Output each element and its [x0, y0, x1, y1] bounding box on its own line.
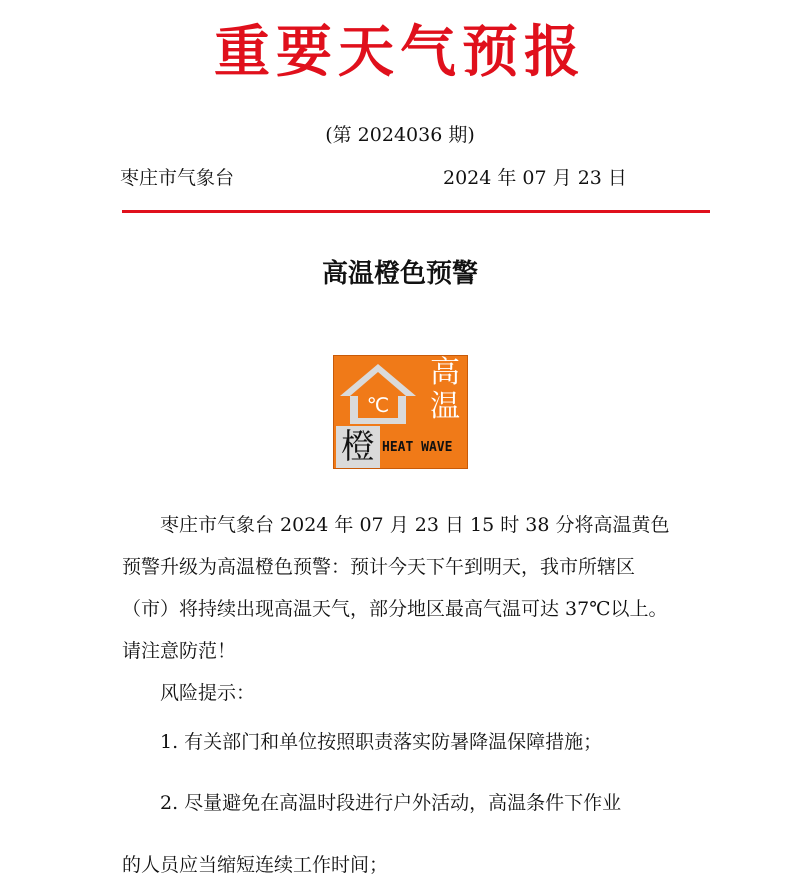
warning-title: 高温橙色预警: [321, 259, 478, 289]
warning-level-label: 橙: [336, 426, 380, 468]
high-temperature-orange-warning-icon: [333, 355, 468, 469]
issue-date: 2024 年 07 月 23 日: [443, 167, 627, 189]
masthead-title: 重要天气预报: [214, 19, 586, 85]
house-thermometer-icon: [334, 356, 422, 426]
issuer-name: 枣庄市气象台: [120, 167, 235, 189]
header-divider: [122, 210, 710, 213]
issue-number: (第 2024036 期): [325, 124, 475, 146]
risk-tip-item-continuation: 的人员应当缩短连续工作时间；: [122, 854, 389, 876]
heat-wave-label: HEAT WAVE: [382, 440, 453, 455]
risk-tip-item: 1. 有关部门和单位按照职责落实防暑降温保障措施；: [160, 731, 603, 753]
warning-body-paragraph: 枣庄市气象台 2024 年 07 月 23 日 15 时 38 分将高温黄色预警升级为高温橙色预警：预计今天下午到明天，我市所辖区（市）将持续出现高温天气，部分地区最高气温可达 37℃以上。请注意防范！: [122, 514, 670, 662]
celsius-symbol: ℃: [366, 393, 390, 417]
risk-tips-heading: 风险提示：: [160, 682, 256, 704]
warning-type-label: 高温: [430, 355, 460, 424]
risk-tip-item: 2. 尽量避免在高温时段进行户外活动，高温条件下作业: [160, 792, 622, 814]
